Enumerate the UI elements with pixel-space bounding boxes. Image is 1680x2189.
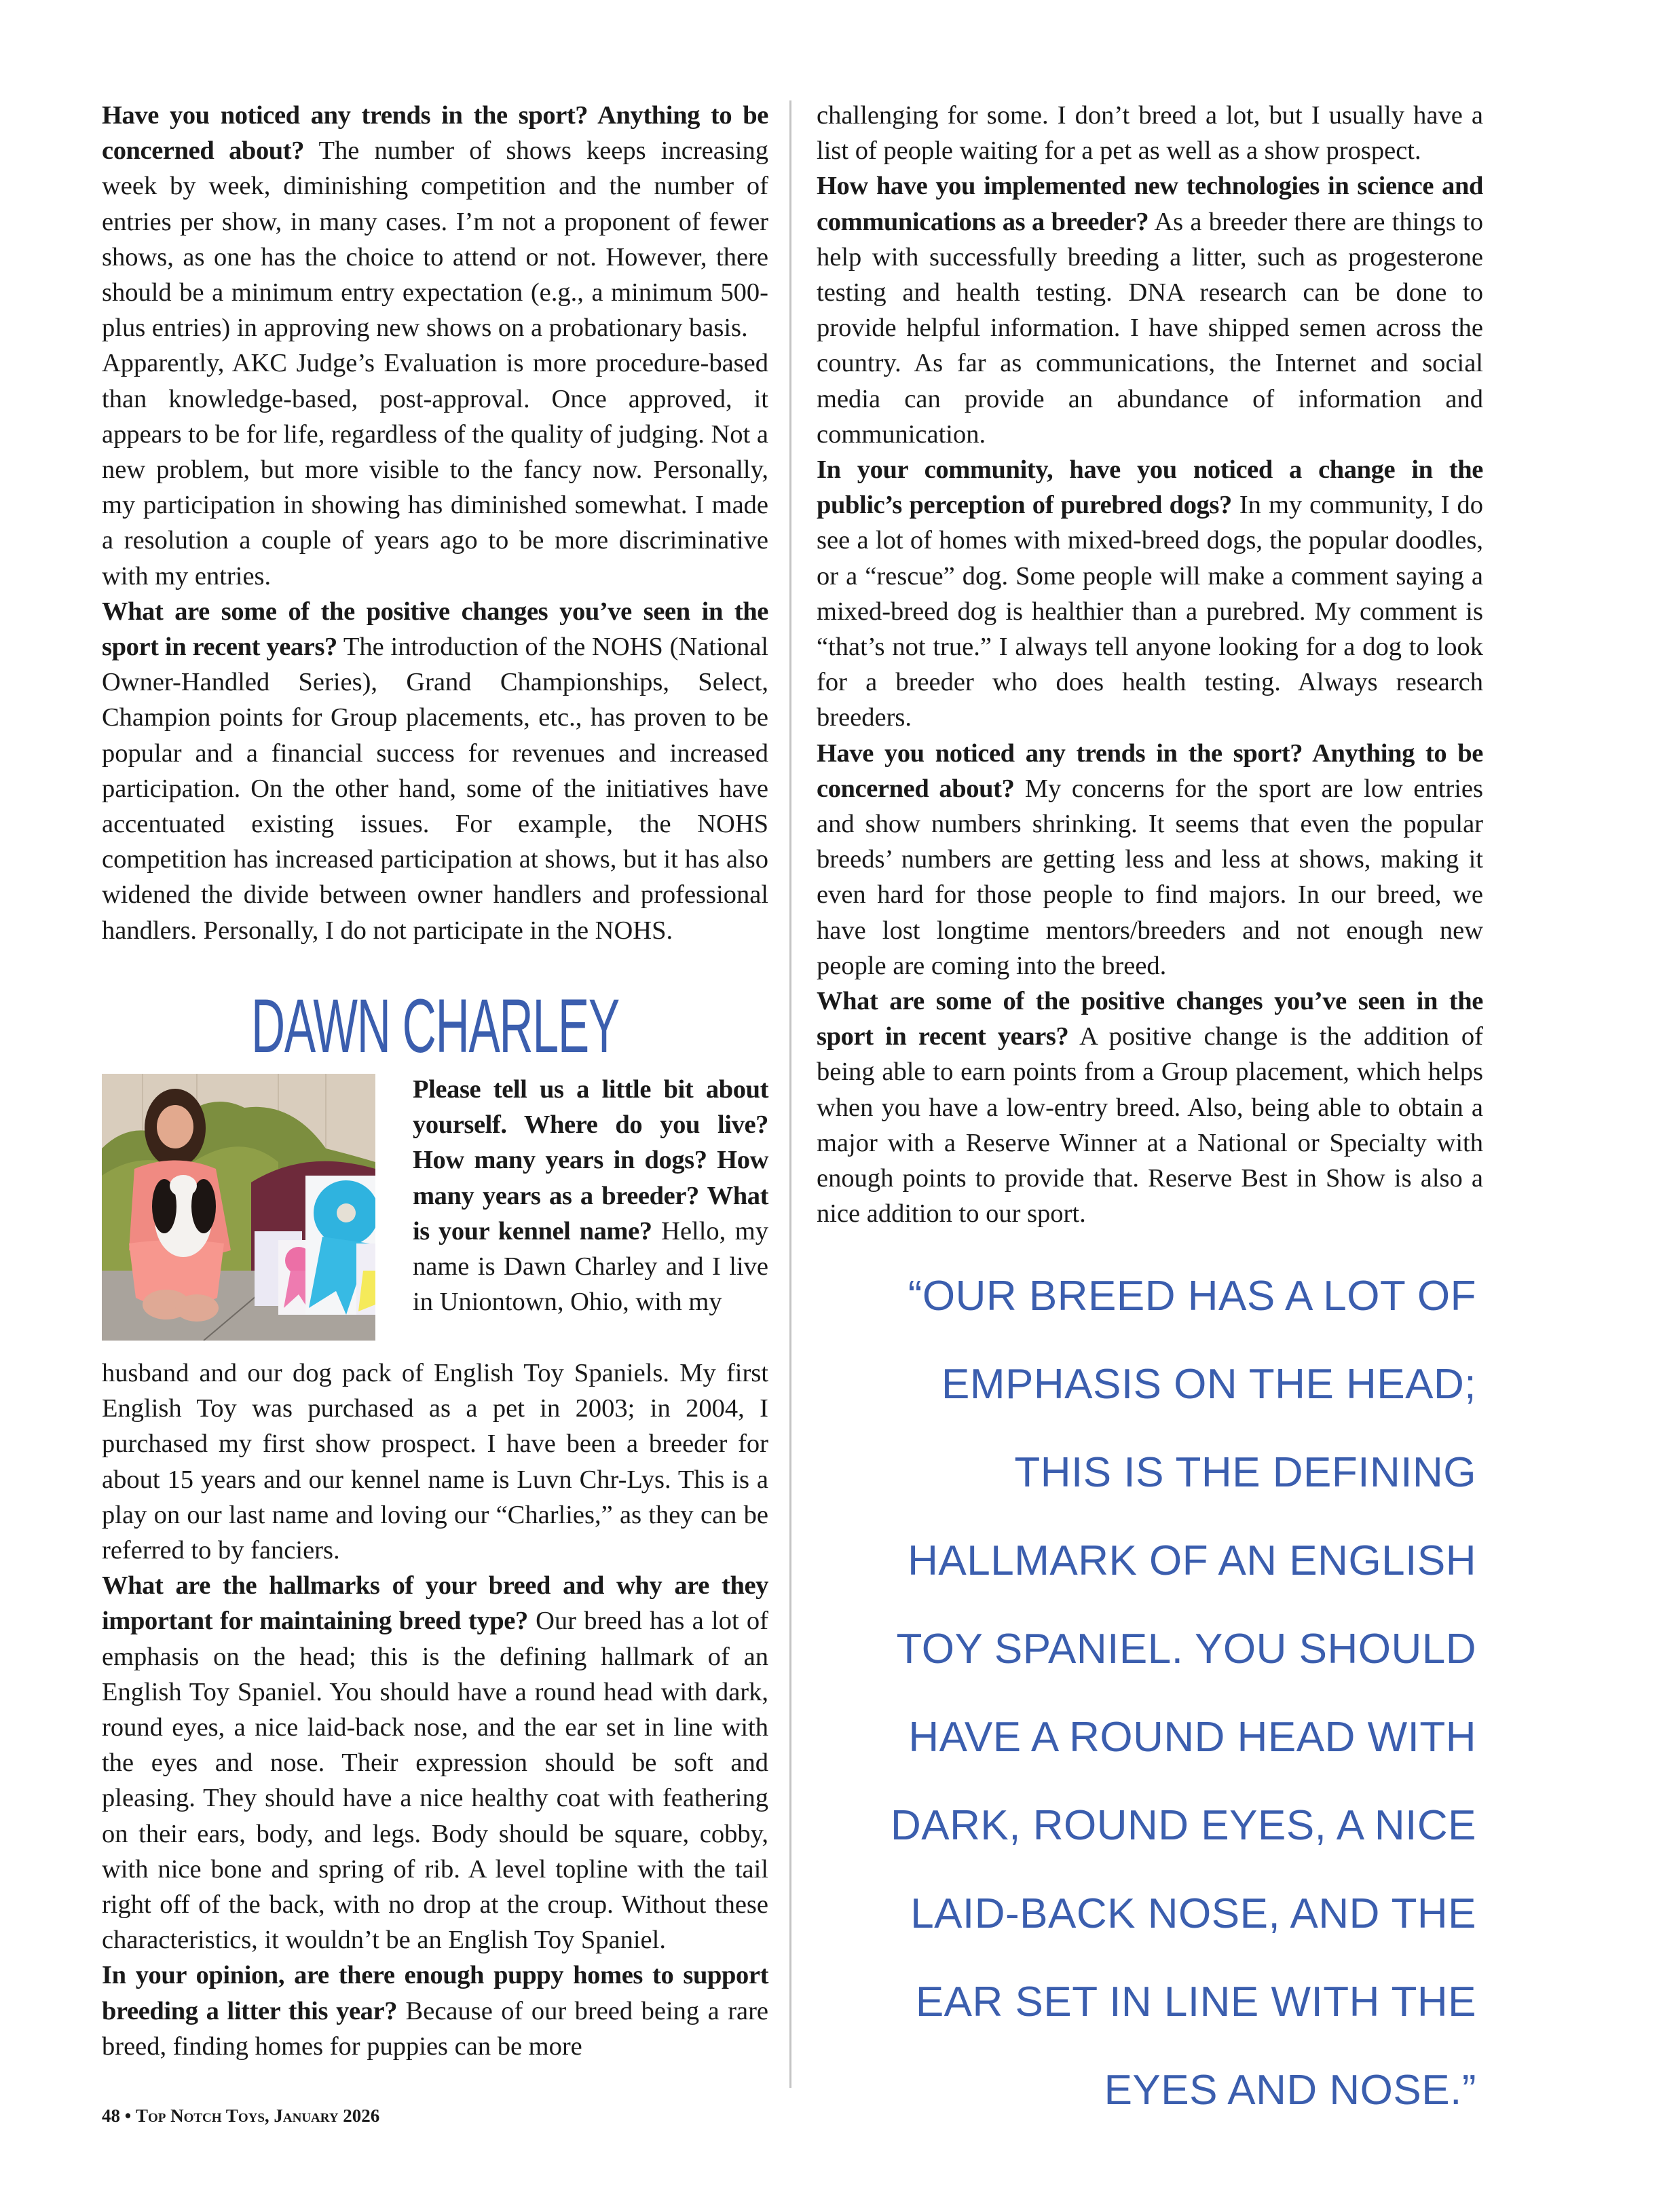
- pull-quote-line: THIS IS THE DEFINING: [1014, 1449, 1476, 1496]
- answer-about-yourself: Hello, my name is Dawn Charley and I live in Uniontown, Ohio, with my: [413, 1216, 768, 1317]
- paragraph-positive-changes: [102, 594, 768, 948]
- page-number: 48: [102, 2106, 120, 2126]
- paragraph-puppy-homes: [102, 1958, 768, 2064]
- question-trends-2: Have you noticed any trends in the sport? Anything to be concerned about?: [817, 738, 1483, 803]
- column-divider: [789, 100, 791, 2088]
- paragraph-hallmarks: [102, 1568, 768, 1958]
- bio-intro: [413, 1072, 768, 1320]
- paragraph-trends: [102, 98, 768, 345]
- issue-date: January 2026: [269, 2106, 380, 2126]
- bio-continued: [102, 1355, 768, 2064]
- answer-trends: The number of shows keeps increasing week by week, diminishing competition and the number of entries per show, in many cases. I’m not a proponent of fewer shows, as one has the choice to attend or not. However, there should be a minimum entry expectation (e.g., a minimum 500-plus entries) in approving new shows on a probationary basis.: [102, 136, 768, 343]
- profile-photo: [102, 1074, 375, 1341]
- pull-quote-line: LAID-BACK NOSE, AND THE: [910, 1890, 1476, 1937]
- answer-hallmarks: Our breed has a lot of emphasis on the head; this is the defining hallmark of an English Toy Spaniel. You should have a round head with dark, round eyes, a nice laid-back nose, and the ear set in line with the eyes and nose. Their expression should be soft and pleasing. They should have a nice healthy coat with feathering on their ears, body, and legs. Body should be square, cobby, with nice bone and spring of rib. A level topline with the tail right off of the back, with no drop at the croup. Without these characteristics, it wouldn’t be an English Toy Spaniel.: [102, 1607, 768, 1955]
- photo-illustration: [102, 1074, 375, 1341]
- paragraph-puppy-homes-continued: challenging for some. I don’t breed a lot, but I usually have a list of people waiting for a pet as well as a show prospect.: [817, 101, 1483, 166]
- left-column: [102, 98, 768, 948]
- pull-quote-line: HALLMARK OF AN ENGLISH: [908, 1537, 1476, 1584]
- page-footer: [102, 2106, 379, 2127]
- paragraph-public-perception: [817, 452, 1483, 736]
- answer-public-perception: In my community, I do see a lot of homes with mixed-breed dogs, the popular doodles, or a “rescue” dog. Some people will make a comment saying a mixed-breed dog is healthier than a purebred. My comment is “that’s not true.” I always tell anyone looking for a dog to look for a breeder who does health testing. Always research breeders.: [817, 491, 1484, 732]
- pull-quote-line: HAVE A ROUND HEAD WITH: [908, 1714, 1476, 1761]
- question-technologies: How have you implemented new technologies in science and communications as a breeder?: [817, 172, 1483, 236]
- pull-quote-line: EAR SET IN LINE WITH THE: [915, 1979, 1476, 2025]
- paragraph-positive-changes-2: [817, 984, 1483, 1231]
- footer-separator: •: [120, 2106, 136, 2126]
- paragraph-about-yourself: [413, 1072, 768, 1320]
- pull-quote-line: DARK, ROUND EYES, A NICE: [891, 1802, 1476, 1849]
- profile-name-heading: DAWN CHARLEY: [251, 984, 619, 1068]
- answer-technologies: As a breeder there are things to help with successfully breeding a litter, such as progesterone testing and health testing. DNA research can be done to provide helpful information. I have shipped semen across the country. As far as communications, the Internet and social media can provide an abundance of information and communication.: [817, 207, 1484, 449]
- pull-quote-line: EYES AND NOSE.”: [1104, 2067, 1476, 2114]
- pull-quote-line: TOY SPANIEL. YOU SHOULD: [896, 1626, 1476, 1672]
- question-positive-changes: What are some of the positive changes you’ve seen in the sport in recent years?: [102, 597, 768, 662]
- answer-positive-changes: The introduction of the NOHS (National Owner-Handled Series), Grand Championships, Select, Champion points for Group placements, etc., has proven to be popular and a financial success for revenues and increased participation. On the other hand, some of the initiatives have accentuated existing issues. For example, the NOHS competition has increased participation at shows, but it has also widened the divide between owner handlers and professional handlers. Personally, I do not participate in the NOHS.: [102, 633, 768, 945]
- question-hallmarks: What are the hallmarks of your breed and why are they important for maintaining breed type?: [102, 1571, 768, 1636]
- paragraph-trends-2: [817, 736, 1483, 984]
- pull-quote: [835, 1252, 1476, 2135]
- pull-quote-line: “OUR BREED HAS A LOT OF: [908, 1273, 1476, 1320]
- paragraph-about-yourself-continued: husband and our dog pack of English Toy Spaniels. My first English Toy was purchased as a pet in 2003; in 2004, I purchased my first show prospect. I have been a breeder for about 15 years and our kennel name is Luvn Chr-Lys. This is a play on our last name and loving our “Charlies,” as they can be referred to by fanciers.: [102, 1359, 768, 1565]
- pull-quote-line: EMPHASIS ON THE HEAD;: [941, 1361, 1476, 1408]
- question-trends: Have you noticed any trends in the sport? Anything to be concerned about?: [102, 101, 768, 166]
- question-puppy-homes: In your opinion, are there enough puppy homes to support breeding a litter this year?: [102, 1961, 768, 2025]
- question-about-yourself: Please tell us a little bit about yourself. Where do you live? How many years in dogs? How many years as a breeder? What is your kennel name?: [413, 1075, 768, 1246]
- publication-name: Top Notch Toys,: [135, 2106, 269, 2126]
- answer-trends-2: My concerns for the sport are low entries and show numbers shrinking. It seems that even the popular breeds’ numbers are getting less and less at shows, making it even hard for those people to find majors. In our breed, we have lost longtime mentors/breeders and not enough new people are coming into the breed.: [817, 774, 1483, 980]
- question-positive-changes-2: What are some of the positive changes you’ve seen in the sport in recent years?: [817, 987, 1483, 1051]
- paragraph-technologies: [817, 168, 1483, 452]
- question-public-perception: In your community, have you noticed a change in the public’s perception of purebred dogs?: [817, 455, 1483, 520]
- paragraph-akc-evaluation: Apparently, AKC Judge’s Evaluation is more procedure-based than knowledge-based, post-approval. Once approved, it appears to be for life, regardless of the quality of judging. Not a new problem, but more visible to the fancy now. Personally, my participation in showing has diminished somewhat. I made a resolution a couple of years ago to be more discriminative with my entries.: [102, 349, 768, 591]
- right-column: [817, 98, 1483, 1232]
- answer-positive-changes-2: A positive change is the addition of being able to earn points from a Group placement, which helps when you have a low-entry breed. Also, being able to obtain a major with a Reserve Winner at a National or Specialty with enough points to provide that. Reserve Best in Show is also a nice addition to our sport.: [817, 1022, 1483, 1229]
- answer-puppy-homes: Because of our breed being a rare breed, finding homes for puppies can be more: [102, 1996, 769, 2061]
